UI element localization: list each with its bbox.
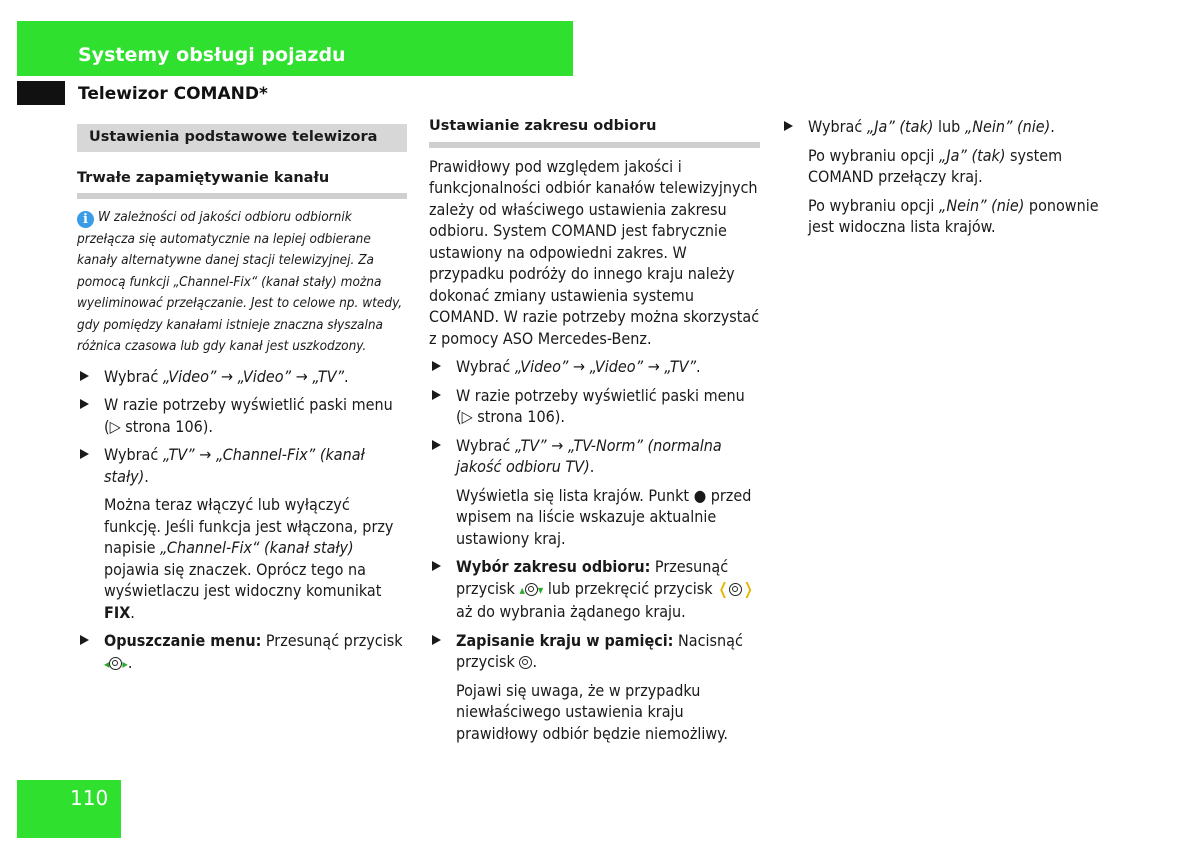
text: . — [130, 602, 135, 622]
controller-left-right-icon: ◂ ▸ — [104, 656, 128, 671]
info-text: W zależności od jakości odbioru odbiornik przełącza się automatycznie na lepiej odbierane kanały alternatywne danej stacji telewizyjnej. Za pomocą funkcji „Channel-Fix“ (kanał stały) można wyeliminować przełączanie. Jest to celowe np. wtedy, gdy pomiędzy kanałami istnieje znaczna słyszalna różnica czasowa lub gdy kanał jest uszkodzony. — [77, 209, 403, 354]
text: system COMAND przełączy kraj. — [808, 145, 1063, 186]
menu-channel-fix: „Channel-Fix” (kanał stały) — [104, 445, 365, 486]
text: Wybrać — [104, 445, 163, 464]
column-1 — [77, 116, 407, 682]
menu-video: „Video” — [237, 366, 292, 386]
section-title: Systemy obsługi pojazdu — [78, 44, 346, 66]
step-label: Zapisanie kraju w pamięci: — [456, 630, 674, 650]
text: Po wybraniu opcji — [808, 195, 939, 215]
text: Wybrać — [456, 435, 515, 455]
text: . — [532, 652, 538, 671]
controller-rotate-icon: ❬ ❭ — [717, 578, 755, 598]
list-item — [77, 444, 407, 487]
text: . — [344, 366, 349, 386]
step-label: Wybór zakresu odbioru: — [456, 557, 651, 576]
list-item — [429, 630, 760, 673]
paragraph — [781, 195, 1116, 238]
option-nein-desc: (nie) — [1012, 117, 1051, 136]
text: Wybrać — [104, 366, 163, 386]
text: ponownie jest widoczna lista krajów. — [808, 195, 1099, 236]
menu-tv-norm-desc: (normalna jakość odbioru TV) — [456, 435, 722, 476]
subsection-marker — [17, 81, 65, 105]
arrow: → — [568, 357, 590, 376]
text: lub przekręcić przycisk — [543, 578, 718, 598]
page-number: 110 — [70, 786, 109, 810]
text: Można teraz włączyć lub wyłączyć funkcję. Jeśli funkcja jest włączona, przy napisie — [104, 495, 394, 557]
menu-tv-norm: „TV-Norm” — [567, 435, 643, 455]
text: . — [696, 357, 701, 376]
arrow: → — [643, 357, 665, 376]
controller-up-down-icon: ▴ ▾ — [519, 582, 544, 597]
list-item — [429, 556, 760, 623]
paragraph: Wyświetla się lista krajów. Punkt ● przed wpisem na liście wskazuje aktualnie ustawiony kraj. — [456, 485, 752, 548]
info-note — [77, 207, 407, 358]
arrow: → — [194, 445, 216, 464]
box-heading: Ustawienia podstawowe telewizora — [77, 124, 407, 152]
option-ja: „Ja” — [866, 117, 895, 136]
text: . — [127, 652, 133, 672]
list-item — [429, 435, 760, 478]
arrow: → — [291, 366, 313, 386]
column-3 — [781, 116, 1116, 245]
paragraph — [781, 145, 1116, 188]
step-label: Opuszczanie menu: — [104, 631, 262, 650]
option-nein-desc: (nie) — [986, 195, 1025, 215]
text: Wybrać — [456, 357, 515, 376]
reception-range-heading: Ustawianie zakresu odbioru — [429, 116, 760, 148]
option-ja-desc: (tak) — [894, 117, 934, 136]
text: pojawia się znaczek. Oprócz tego na wyświetlaczu jest widoczny komunikat — [104, 559, 382, 600]
text: Nacisnąć przycisk — [456, 630, 743, 671]
list-item: W razie potrzeby wyświetlić paski menu (▷ strona 106). — [429, 385, 760, 428]
controller-press-icon — [519, 651, 532, 673]
arrow: → — [546, 435, 568, 455]
paragraph: Pojawi się uwaga, że w przypadku niewłaściwego ustawienia kraju prawidłowy odbiór będzie niemożliwy. — [456, 680, 728, 743]
option-nein: „Nein” — [964, 117, 1013, 136]
menu-video: „Video” — [514, 357, 569, 376]
menu-channel-fix: „Channel-Fix“ (kanał stały) — [160, 538, 354, 557]
list-item — [429, 356, 760, 378]
menu-tv: „TV” — [664, 357, 697, 376]
column-2 — [429, 116, 760, 751]
text: . — [144, 466, 149, 486]
text: aż do wybrania żądanego kraju. — [456, 602, 686, 621]
paragraph — [77, 494, 407, 623]
text: lub — [933, 117, 965, 136]
text: Przesunąć przycisk — [456, 557, 729, 598]
subsection-title: Telewizor COMAND* — [78, 84, 268, 104]
menu-tv: „TV” — [312, 366, 345, 386]
text: Przesunąć przycisk — [261, 631, 403, 650]
list-item — [77, 366, 407, 388]
channel-fix-heading: Trwałe zapamiętywanie kanału — [77, 168, 407, 200]
menu-tv: „TV” — [514, 435, 547, 455]
option-nein: „Nein” — [938, 195, 987, 215]
text: . — [589, 457, 595, 476]
menu-video: „Video” — [589, 357, 644, 376]
text: Po wybraniu opcji — [808, 145, 939, 165]
text: . — [1050, 117, 1055, 136]
list-item — [77, 630, 407, 675]
info-icon: i — [77, 211, 94, 228]
paragraph: Prawidłowy pod względem jakości i funkcjonalności odbiór kanałów telewizyjnych zależy od właściwego ustawienia zakresu odbioru. System COMAND jest fabrycznie ustawiony na odpowiedni zakres. W przypadku podróży do innego kraju należy dokonać zmiany ustawienia systemu COMAND. W razie potrzeby można skorzystać z pomocy ASO Mercedes-Benz. — [429, 156, 760, 348]
list-item: W razie potrzeby wyświetlić paski menu (▷ strona 106). — [77, 394, 407, 437]
fix-message: FIX — [104, 602, 131, 622]
arrow: → — [216, 366, 238, 386]
menu-video: „Video” — [162, 366, 217, 386]
menu-tv: „TV” — [162, 445, 195, 464]
text: Wybrać — [808, 117, 867, 136]
option-ja-desc: (tak) — [966, 145, 1006, 165]
list-item — [781, 116, 1116, 138]
option-ja: „Ja” — [938, 145, 967, 165]
